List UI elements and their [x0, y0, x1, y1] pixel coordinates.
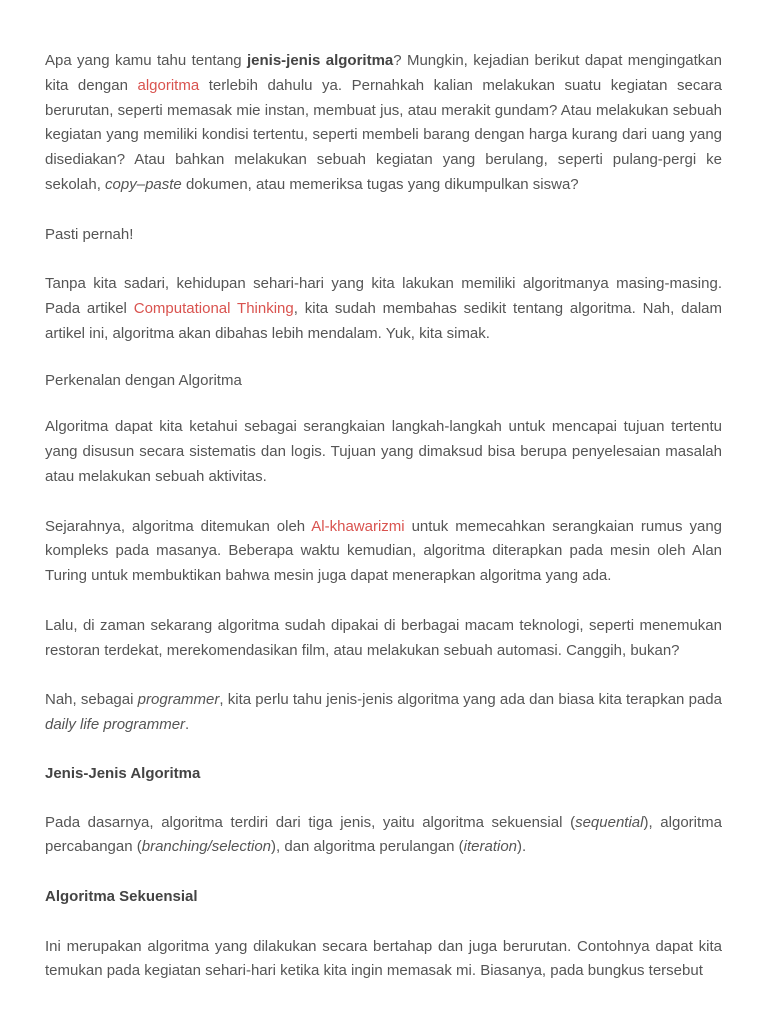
- p8-text-1: Pada dasarnya, algoritma terdiri dari tiga jenis, yaitu algoritma sekuensial (: [45, 813, 576, 831]
- intro-text-1: Apa yang kamu tahu tentang: [45, 52, 247, 69]
- p3-text-1: Tanpa kita sadari, kehidupan sehari-hari yang kita lakukan memiliki algoritmanya masing-masing. Pada artikel: [45, 275, 722, 317]
- p8-italic-iteration: iteration: [463, 838, 518, 856]
- pasti-pernah-paragraph: Pasti pernah!: [45, 225, 134, 243]
- p7-italic-daily-life: daily life programmer: [45, 715, 186, 733]
- intro-text-4: dokumen, atau memeriksa tugas yang dikumpulkan siswa?: [181, 175, 579, 193]
- definition-paragraph: Algoritma dapat kita ketahui sebagai serangkaian langkah-langkah untuk mencapai tujuan tertentu yang disusun secara sistematis dan logis. Tujuan yang dimaksud bisa berupa penyelesaian masalah atau melakukan sebuah aktivitas.: [45, 418, 722, 485]
- intro-italic-copy-paste: copy–paste: [105, 175, 182, 193]
- p8-italic-sequential: sequential: [575, 813, 644, 831]
- computational-thinking-link[interactable]: Computational Thinking: [133, 299, 294, 317]
- article-body: [45, 49, 722, 984]
- algoritma-link[interactable]: algoritma: [137, 76, 200, 94]
- p8-text-3: ), dan algoritma perulangan (: [271, 838, 464, 856]
- history-paragraph: [45, 515, 722, 589]
- intro-text-3: terlebih dahulu ya. Pernahkah kalian melakukan suatu kegiatan secara berurutan, seperti memasak mie instan, membuat jus, atau merakit gundam? Atau melakukan sebuah kegiatan yang memiliki kondisi tertentu, seperti membeli barang dengan harga kurang dari uang yang disediakan? Atau bahkan melakukan sebuah kegiatan yang berulang, seperti pulang-pergi ke sekolah,: [45, 76, 722, 193]
- p7-italic-programmer: programmer: [137, 691, 220, 709]
- heading-jenis-jenis: Jenis-Jenis Algoritma: [45, 764, 201, 782]
- technology-paragraph: Lalu, di zaman sekarang algoritma sudah dipakai di berbagai macam teknologi, seperti menemukan restoran terdekat, merekomendasikan film, atau melakukan sebuah automasi. Canggih, bukan?: [45, 616, 722, 659]
- intro-text-2: ? Mungkin, kejadian berikut dapat mengingatkan kita dengan: [45, 52, 722, 94]
- p5-text-1: Sejarahnya, algoritma ditemukan oleh: [45, 517, 312, 535]
- subheading-perkenalan: Perkenalan dengan Algoritma: [45, 371, 242, 389]
- p3-text-2: , kita sudah membahas sedikit tentang algoritma. Nah, dalam artikel ini, algoritma akan dibahas lebih mendalam. Yuk, kita simak.: [45, 299, 722, 342]
- types-paragraph: [45, 811, 722, 861]
- intro-bold-term: jenis-jenis algoritma: [247, 52, 394, 69]
- p7-text-3: .: [185, 715, 190, 733]
- p5-text-2: untuk memecahkan serangkaian rumus yang kompleks pada masanya. Beberapa waktu kemudian, algoritma diterapkan pada mesin oleh Alan Turing untuk membuktikan bahwa mesin juga dapat menerapkan algoritma yang ada.: [45, 517, 722, 585]
- p8-text-2: ), algoritma percabangan (: [45, 813, 722, 856]
- programmer-paragraph: [45, 688, 722, 738]
- p7-text-1: Nah, sebagai: [45, 691, 138, 709]
- p8-text-4: ).: [517, 838, 527, 856]
- p8-italic-branching: branching/selection: [141, 838, 272, 856]
- computational-thinking-paragraph: [45, 272, 722, 346]
- heading-sekuensial: Algoritma Sekuensial: [45, 887, 198, 905]
- p7-text-2: , kita perlu tahu jenis-jenis algoritma yang ada dan biasa kita terapkan pada: [219, 691, 722, 709]
- al-khawarizmi-link[interactable]: Al-khawarizmi: [311, 517, 405, 535]
- intro-paragraph: [45, 49, 722, 198]
- sequential-paragraph: Ini merupakan algoritma yang dilakukan secara bertahap dan juga berurutan. Contohnya dapat kita temukan pada kegiatan sehari-hari ketika kita ingin memasak mi. Biasanya, pada bungkus tersebut: [45, 937, 722, 980]
